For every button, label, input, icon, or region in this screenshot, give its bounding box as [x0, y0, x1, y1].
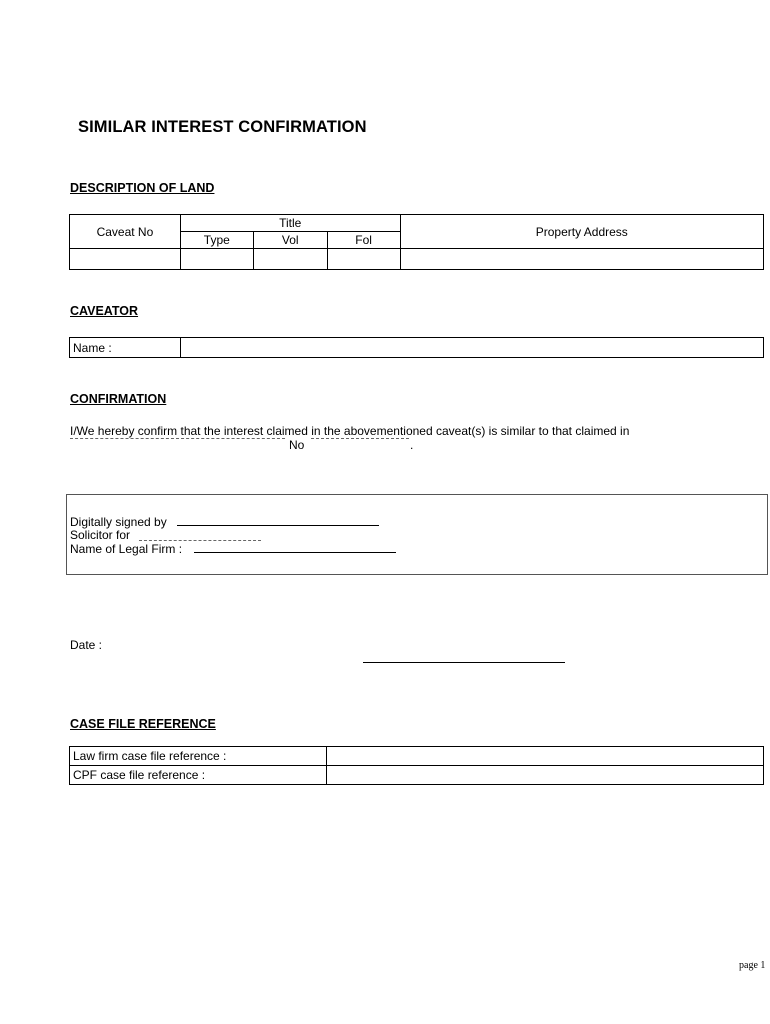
claimed-no-blank[interactable]: [311, 438, 409, 439]
type-header: Type: [180, 232, 253, 249]
confirmation-text: I/We hereby confirm that the interest claimed in the abovementioned caveat(s) is similar to that claimed in: [70, 424, 630, 438]
caveat-no-header: Caveat No: [70, 215, 181, 249]
case-file-reference-heading: CASE FILE REFERENCE: [70, 717, 216, 731]
caveator-name-label: Name :: [70, 338, 181, 358]
caveator-table: [69, 337, 764, 358]
digitally-signed-by-line[interactable]: [177, 515, 379, 526]
claimed-in-blank[interactable]: [70, 438, 285, 439]
case-file-table: [69, 746, 764, 785]
property-address-field[interactable]: [400, 249, 763, 270]
confirmation-heading: CONFIRMATION: [70, 392, 167, 406]
type-field[interactable]: [180, 249, 253, 270]
legal-firm-line[interactable]: [194, 542, 396, 553]
digitally-signed-by-label: Digitally signed by: [70, 515, 167, 529]
confirmation-no-label: No: [289, 438, 305, 452]
vol-field[interactable]: [253, 249, 327, 270]
title-header: Title: [180, 215, 400, 232]
law-firm-ref-label: Law firm case file reference :: [70, 747, 327, 766]
solicitor-for-label: Solicitor for: [70, 528, 131, 542]
law-firm-ref-field[interactable]: [326, 747, 763, 766]
vol-header: Vol: [253, 232, 327, 249]
land-description-table: [69, 214, 764, 270]
fol-field[interactable]: [327, 249, 400, 270]
cpf-ref-field[interactable]: [326, 766, 763, 785]
caveat-no-field[interactable]: [70, 249, 181, 270]
fol-header: Fol: [327, 232, 400, 249]
caveator-heading: CAVEATOR: [70, 304, 139, 318]
caveator-name-field[interactable]: [180, 338, 763, 358]
description-of-land-heading: DESCRIPTION OF LAND: [70, 181, 215, 195]
property-address-header: Property Address: [400, 215, 763, 249]
date-line[interactable]: [363, 652, 565, 663]
cpf-ref-label: CPF case file reference :: [70, 766, 327, 785]
page-number: page 1: [739, 960, 766, 971]
document-title: SIMILAR INTEREST CONFIRMATION: [78, 118, 367, 136]
solicitor-for-blank[interactable]: [139, 528, 261, 541]
date-label: Date :: [70, 638, 103, 652]
legal-firm-label: Name of Legal Firm :: [70, 542, 183, 556]
confirmation-period: .: [410, 438, 414, 452]
